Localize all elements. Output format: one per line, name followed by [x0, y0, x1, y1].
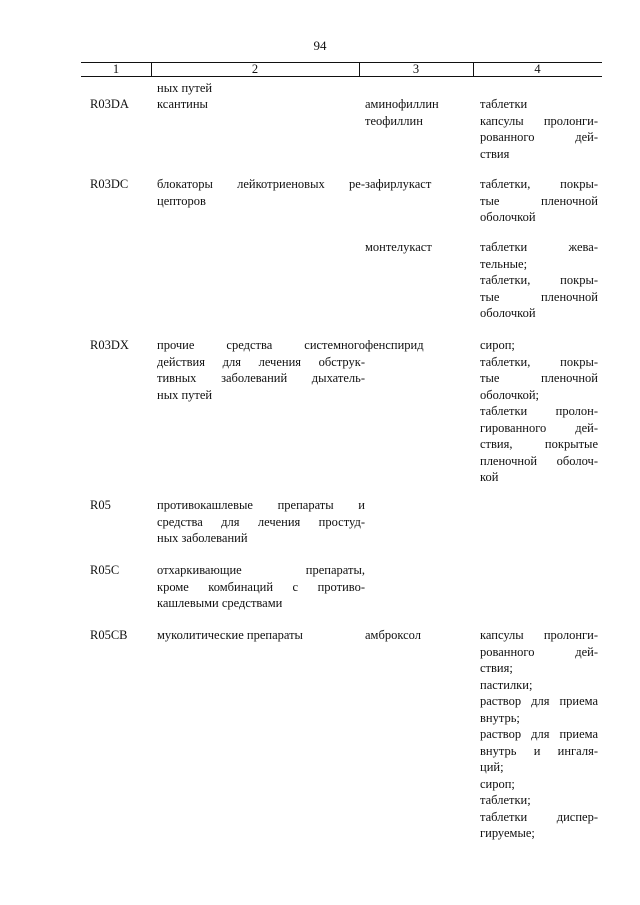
- dosage-form-line: рованного дей-: [480, 644, 598, 659]
- dosage-form-line: таблетки;: [480, 793, 531, 807]
- dosage-form-line: тые пленочной: [480, 371, 598, 385]
- pharmacological-group-line: тивных заболеваний дыхатель-: [157, 371, 365, 385]
- dosage-form: [480, 96, 598, 162]
- dosage-form-line: внутрь;: [480, 710, 520, 725]
- dosage-form-line: таблетки пролон-: [480, 404, 598, 418]
- dosage-form-line: пленочной оболоч-: [480, 453, 598, 468]
- atc-code: R05: [90, 498, 111, 512]
- page-number: 94: [313, 38, 327, 53]
- pharmacological-group: [157, 562, 365, 612]
- dosage-form: [480, 176, 598, 226]
- pharmacological-group-line: муколитические препараты: [157, 628, 303, 642]
- dosage-form: [480, 337, 598, 486]
- dosage-form-line: кой: [480, 470, 499, 484]
- dosage-form-line: тые пленочной: [480, 289, 598, 304]
- dosage-form-line: таблетки, покры-: [480, 354, 598, 369]
- drug-name: [365, 96, 477, 129]
- pharmacological-group: [157, 96, 365, 113]
- dosage-form-line: сироп;: [480, 338, 515, 352]
- atc-code: R05C: [90, 563, 120, 577]
- drug-name-line: монтелукаст: [365, 240, 432, 254]
- pharmacological-group: [157, 176, 365, 209]
- dosage-form-line: гируемые;: [480, 826, 535, 840]
- dosage-form-line: капсулы пролонги-: [480, 113, 598, 128]
- dosage-form-line: таблетки, покры-: [480, 177, 598, 191]
- drug-name-line: теофиллин: [365, 113, 423, 128]
- dosage-form-line: рованного дей-: [480, 130, 598, 144]
- dosage-form-line: сироп;: [480, 776, 515, 791]
- header-col-3: 3: [412, 62, 420, 76]
- dosage-form-line: оболочкой: [480, 306, 536, 320]
- dosage-form-line: оболочкой: [480, 210, 536, 224]
- dosage-form-line: таблетки жева-: [480, 240, 598, 254]
- drug-name: [365, 337, 477, 354]
- pharmacological-group-line: кашлевыми средствами: [157, 596, 283, 610]
- drug-name: [365, 239, 477, 256]
- dosage-form-line: тые пленочной: [480, 193, 598, 208]
- pharmacological-group-line: кроме комбинаций с противо-: [157, 579, 365, 594]
- pharmacological-group-line: ных путей: [157, 387, 213, 402]
- dosage-form-line: пастилки;: [480, 677, 533, 692]
- header-col-2: 2: [251, 62, 259, 76]
- pharmacological-group-line: цепторов: [157, 193, 206, 208]
- drug-name-line: аминофиллин: [365, 97, 439, 111]
- pharmacological-group-line: средства для лечения простуд-: [157, 514, 365, 529]
- atc-code: R05CB: [90, 628, 128, 642]
- dosage-form-line: оболочкой;: [480, 387, 539, 402]
- pharmacological-group-line: ных путей: [157, 81, 213, 95]
- dosage-form-line: раствор для приема: [480, 694, 598, 708]
- pharmacological-group: [157, 497, 365, 547]
- header-col-4: 4: [534, 62, 541, 76]
- dosage-form-line: ствия: [480, 146, 510, 161]
- pharmacological-group-line: отхаркивающие препараты,: [157, 563, 365, 577]
- pharmacological-group-line: блокаторы лейкотриеновых ре-: [157, 177, 365, 191]
- pharmacological-group-line: действия для лечения обструк-: [157, 354, 365, 369]
- dosage-form-line: ствия;: [480, 661, 513, 675]
- drug-name: [365, 176, 477, 193]
- dosage-form: [480, 239, 598, 322]
- drug-name-line: зафирлукаст: [365, 177, 432, 191]
- header-col-1: 1: [112, 62, 120, 76]
- drug-name: [365, 627, 477, 644]
- pharmacological-group: [157, 337, 365, 403]
- pharmacological-group-line: прочие средства системного: [157, 338, 365, 352]
- pharmacological-group-line: противокашлевые препараты и: [157, 498, 365, 512]
- dosage-form-line: таблетки, покры-: [480, 273, 598, 287]
- pharmacological-group: [157, 80, 365, 97]
- dosage-form-line: внутрь и ингаля-: [480, 743, 598, 758]
- pharmacological-group: [157, 627, 365, 644]
- dosage-form-line: ствия, покрытые: [480, 437, 598, 451]
- pharmacological-group-line: ксантины: [157, 97, 208, 111]
- table-header: [81, 62, 602, 76]
- dosage-form-line: ций;: [480, 760, 504, 774]
- drug-name-line: фенспирид: [365, 338, 424, 352]
- dosage-form-line: таблетки диспер-: [480, 809, 598, 824]
- dosage-form-line: капсулы пролонги-: [480, 628, 598, 642]
- atc-code: R03DA: [90, 97, 129, 111]
- pharmacological-group-line: ных заболеваний: [157, 531, 248, 545]
- dosage-form-line: тельные;: [480, 256, 528, 271]
- dosage-form: [480, 627, 598, 842]
- header-bottom-rule: [81, 76, 602, 77]
- dosage-form-line: таблетки: [480, 97, 528, 111]
- dosage-form-line: раствор для приема: [480, 727, 598, 741]
- drug-name-line: амброксол: [365, 628, 421, 642]
- atc-code: R03DC: [90, 177, 129, 191]
- dosage-form-line: гированного дей-: [480, 420, 598, 435]
- atc-code: R03DX: [90, 338, 129, 352]
